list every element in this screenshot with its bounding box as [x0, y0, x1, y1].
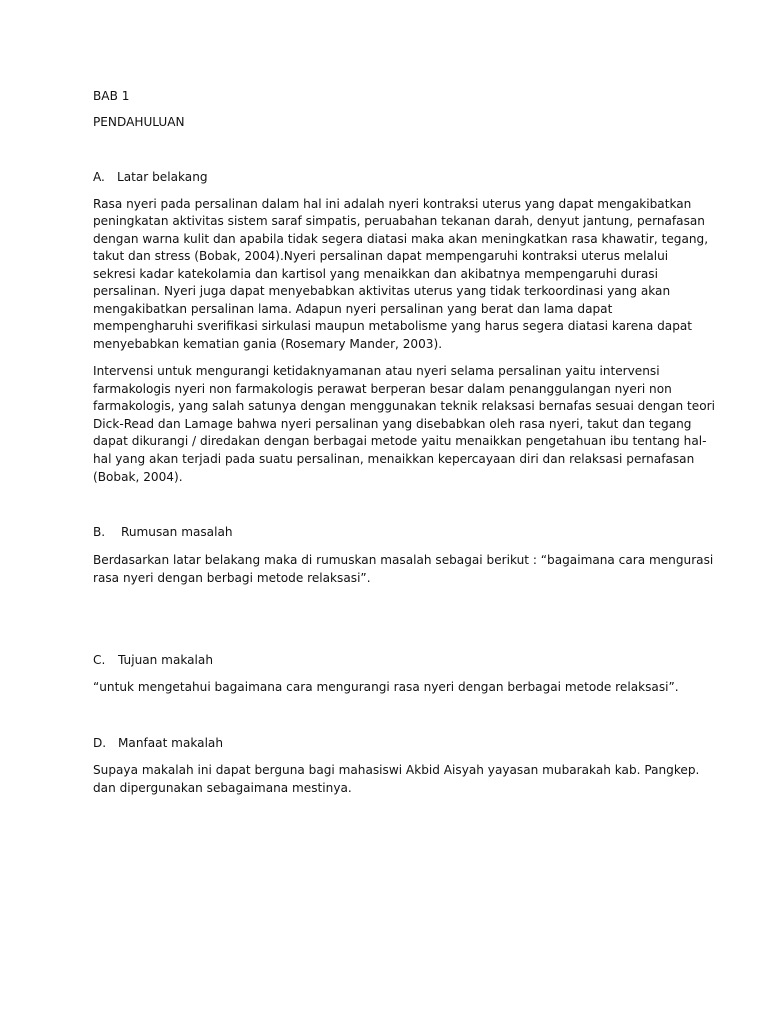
- section-marker: C.: [93, 653, 106, 667]
- section-title: Latar belakang: [117, 170, 208, 184]
- paragraph-line: Dick-Read dan Lamage bahwa nyeri persalinan yang disebabkan oleh rasa nyeri, takut dan tegang: [93, 417, 692, 431]
- section-heading: [93, 524, 233, 541]
- paragraph-line: peningkatan aktivitas sistem saraf simpatis, peruabahan tekanan darah, denyut jantung, pernafasan: [93, 214, 705, 228]
- paragraph-line: mempengharuhi sverifikasi sirkulasi maupun metabolisme yang harus segera diatasi karena dapat: [93, 319, 693, 333]
- paragraph-line: “untuk mengetahui bagaimana cara mengurangi rasa nyeri dengan berbagai metode relaksasi”.: [93, 680, 679, 694]
- section-marker: D.: [93, 736, 107, 750]
- paragraph-line: sekresi kadar katekolamia dan kartisol yang menaikkan dan akibatnya mempengaruhi durasi: [93, 267, 658, 281]
- chapter-label: BAB 1: [93, 89, 130, 103]
- paragraph-line: farmakologis nyeri non farmakologis perawat berperan besar dalam penanggulangan nyeri non: [93, 382, 672, 396]
- section-title: Manfaat makalah: [118, 736, 224, 750]
- paragraph-line: Intervensi untuk mengurangi ketidaknyamanan atau nyeri selama persalinan yaitu intervensi: [93, 364, 660, 378]
- paragraph-line: Rasa nyeri pada persalinan dalam hal ini adalah nyeri kontraksi uterus yang dapat mengakibatkan: [93, 197, 692, 211]
- paragraph-line: dapat dikurangi / diredakan dengan berbagai metode yaitu menaikkan pengetahuan ibu tentang hal-: [93, 434, 707, 448]
- section-heading: [93, 652, 213, 669]
- paragraph-line: hal yang akan terjadi pada suatu persalinan, menaikkan kepercayaan diri dan relaksasi pernafasan: [93, 452, 695, 466]
- paragraph-line: Supaya makalah ini dapat berguna bagi mahasiswi Akbid Aisyah yayasan mubarakah kab. Pangkep.: [93, 763, 700, 777]
- paragraph-line: (Bobak, 2004).: [93, 470, 183, 484]
- section-heading: [93, 169, 208, 186]
- section-marker: B.: [93, 525, 106, 539]
- paragraph-line: menyebabkan kematian gania (Rosemary Mander, 2003).: [93, 337, 443, 351]
- paragraph-line: dan dipergunakan sebagaimana mestinya.: [93, 781, 352, 795]
- paragraph-line: mengakibatkan persalinan lama. Adapun nyeri persalinan yang berat dan lama dapat: [93, 302, 613, 316]
- section-marker: A.: [93, 170, 105, 184]
- chapter-title: PENDAHULUAN: [93, 115, 185, 129]
- paragraph-line: dengan warna kulit dan apabila tidak segera diatasi maka akan meningkatkan rasa khawatir, tegang,: [93, 232, 709, 246]
- section-title: Tujuan makalah: [118, 653, 213, 667]
- paragraph-line: farmakologis, yang salah satunya dengan menggunakan teknik relaksasi bernafas sesuai dengan teori: [93, 399, 715, 413]
- section-title: Rumusan masalah: [121, 525, 233, 539]
- paragraph-line: persalinan. Nyeri juga dapat menyebabkan aktivitas uterus yang tidak terkoordinasi yang akan: [93, 284, 671, 298]
- section-heading: [93, 735, 223, 752]
- paragraph-line: Berdasarkan latar belakang maka di rumuskan masalah sebagai berikut : “bagaimana cara mengurasi: [93, 553, 714, 567]
- paragraph-line: takut dan stress (Bobak, 2004).Nyeri persalinan dapat mempengaruhi kontraksi uterus melalui: [93, 249, 669, 263]
- paragraph-line: rasa nyeri dengan berbagi metode relaksasi”.: [93, 571, 371, 585]
